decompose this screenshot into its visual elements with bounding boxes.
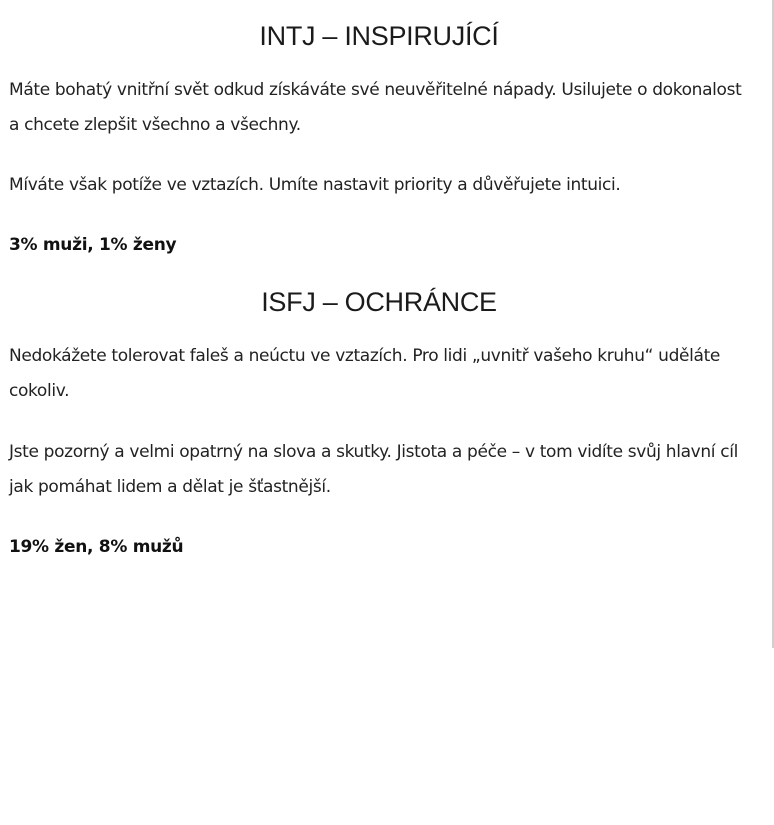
section-paragraph: Jste pozorný a velmi opatrný na slova a skutky. Jistota a péče – v tom vidíte svůj hlavní cíl jak pomáhat lidem a dělat je šťastnější. xyxy=(9,442,738,497)
section-paragraph: Nedokážete tolerovat faleš a neúctu ve vztazích. Pro lidi „uvnitř vašeho kruhu“ uděláte cokoliv. xyxy=(9,346,721,401)
section-isfj xyxy=(9,284,749,565)
section-paragraph: Míváte však potíže ve vztazích. Umíte nastavit priority a důvěřujete intuici. xyxy=(9,175,621,195)
section-statistic: 3% muži, 1% ženy xyxy=(9,235,177,255)
section-intj xyxy=(9,18,749,263)
section-statistic: 19% žen, 8% mužů xyxy=(9,537,184,557)
section-title: INTJ – INSPIRUJÍCÍ xyxy=(259,21,499,51)
section-paragraph: Máte bohatý vnitřní svět odkud získáváte své neuvěřitelné nápady. Usilujete o dokonalost a chcete zlepšit všechno a všechny. xyxy=(9,80,742,135)
section-title: ISFJ – OCHRÁNCE xyxy=(261,287,497,317)
article-content xyxy=(9,18,749,565)
